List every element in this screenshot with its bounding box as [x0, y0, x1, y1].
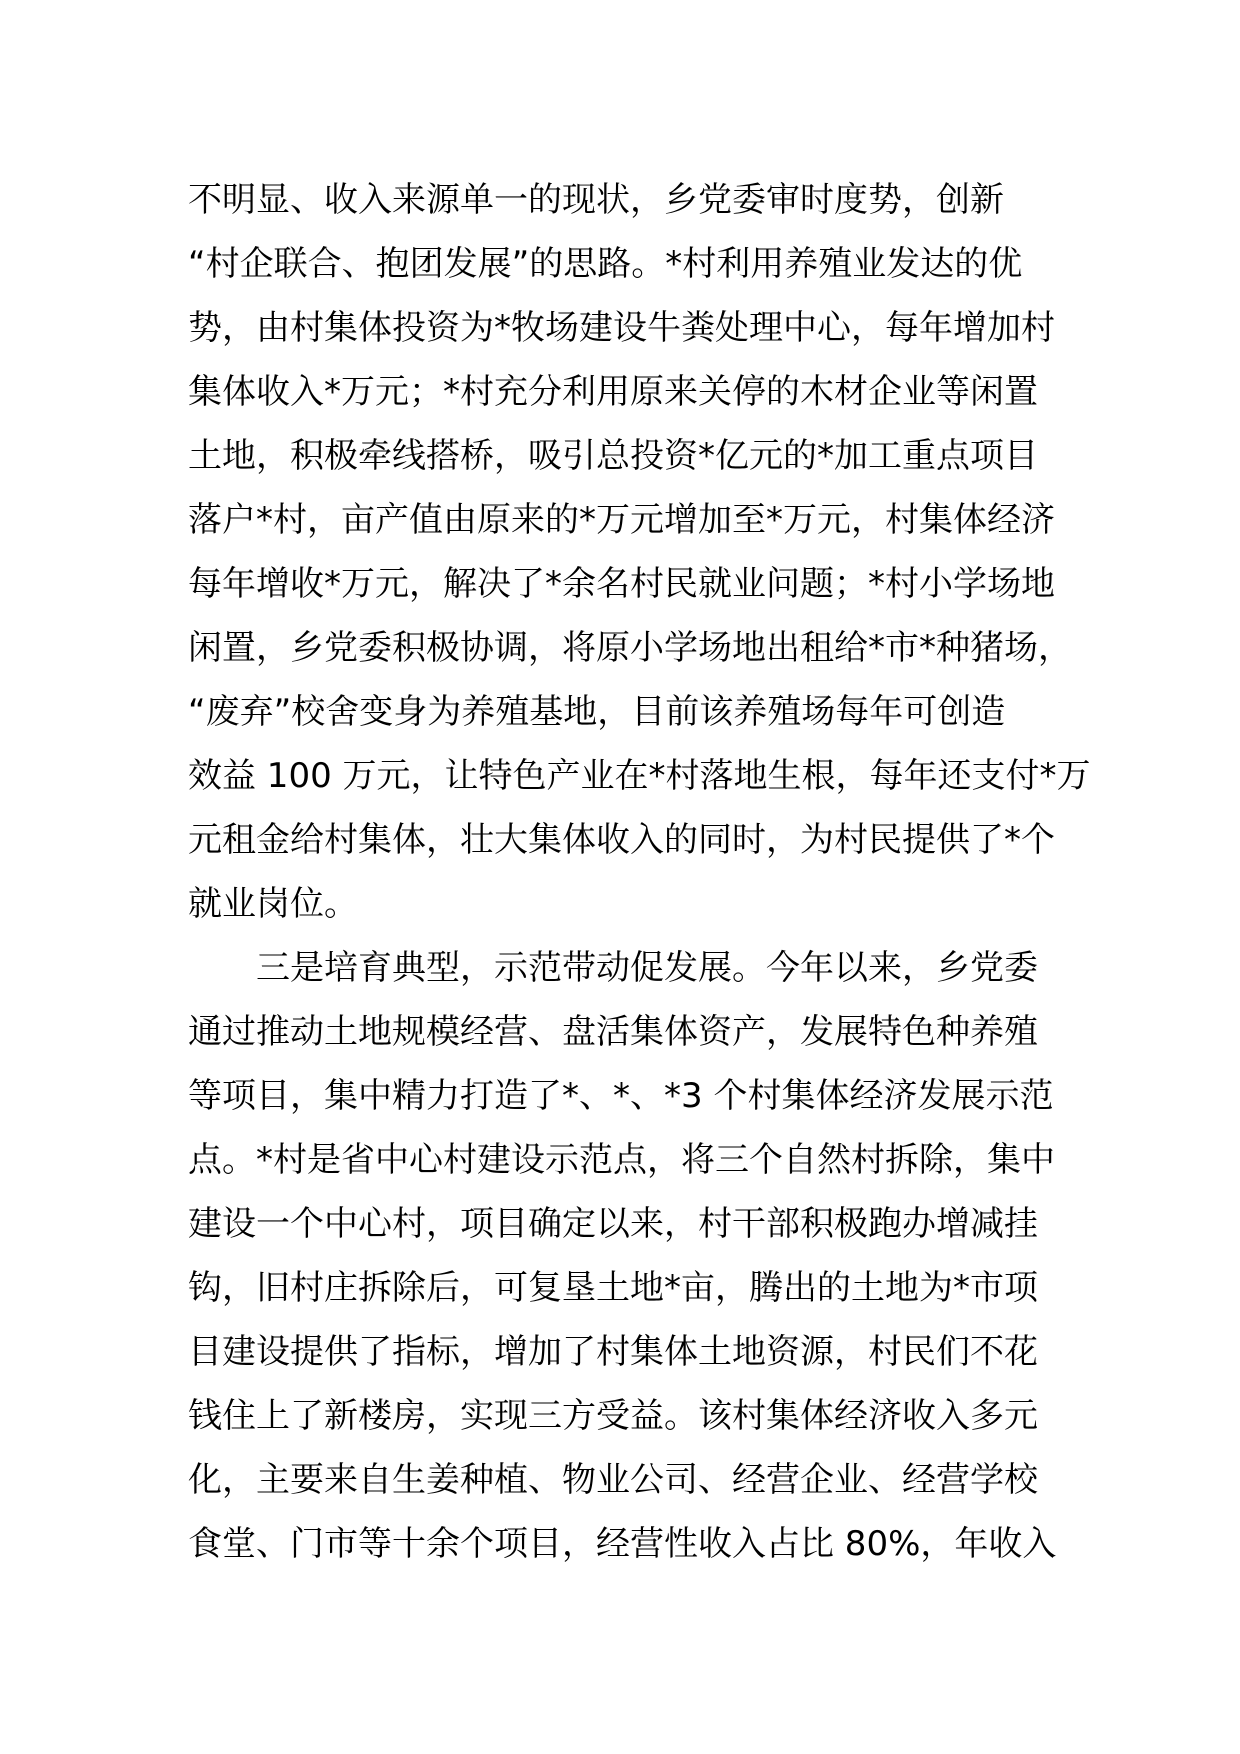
text-line: 土地，积极牵线搭桥，吸引总投资*亿元的*加工重点项目	[188, 436, 1038, 476]
text-line: 不明显、收入来源单一的现状，乡党委审时度势，创新	[188, 180, 1004, 220]
text-line: 点。*村是省中心村建设示范点，将三个自然村拆除，集中	[188, 1140, 1055, 1180]
text-line: 食堂、门市等十余个项目，经营性收入占比 80%，年收入	[188, 1524, 1057, 1564]
text-line: 建设一个中心村，项目确定以来，村干部积极跑办增减挂	[188, 1204, 1038, 1244]
text-line: 效益 100 万元，让特色产业在*村落地生根，每年还支付*万	[188, 756, 1091, 796]
paragraph-start-line: 三是培育典型，示范带动促发展。今年以来，乡党委	[256, 948, 1038, 988]
text-line: 元租金给村集体，壮大集体收入的同时，为村民提供了*个	[188, 820, 1055, 860]
text-line: 等项目，集中精力打造了*、*、*3 个村集体经济发展示范	[188, 1076, 1054, 1116]
text-line: 钱住上了新楼房，实现三方受益。该村集体经济收入多元	[188, 1396, 1038, 1436]
text-line: 闲置，乡党委积极协调，将原小学场地出租给*市*种猪场，	[188, 628, 1072, 668]
text-line: 目建设提供了指标，增加了村集体土地资源，村民们不花	[188, 1332, 1038, 1372]
text-line: 就业岗位。	[188, 884, 358, 924]
body-text	[188, 168, 1091, 1576]
text-line: 通过推动土地规模经营、盘活集体资产，发展特色种养殖	[188, 1012, 1038, 1052]
text-line: 势，由村集体投资为*牧场建设牛粪处理中心，每年增加村	[188, 308, 1055, 348]
text-line: 集体收入*万元；*村充分利用原来关停的木材企业等闲置	[188, 372, 1038, 412]
text-line: “村企联合、抱团发展”的思路。*村利用养殖业发达的优	[188, 244, 1023, 284]
text-line: 钩，旧村庄拆除后，可复垦土地*亩，腾出的土地为*市项	[188, 1268, 1038, 1308]
text-line: 每年增收*万元，解决了*余名村民就业问题；*村小学场地	[188, 564, 1055, 604]
text-line: “废弃”校舍变身为养殖基地，目前该养殖场每年可创造	[188, 692, 1006, 732]
text-line: 化，主要来自生姜种植、物业公司、经营企业、经营学校	[188, 1460, 1038, 1500]
text-line: 落户*村，亩产值由原来的*万元增加至*万元，村集体经济	[188, 500, 1055, 540]
